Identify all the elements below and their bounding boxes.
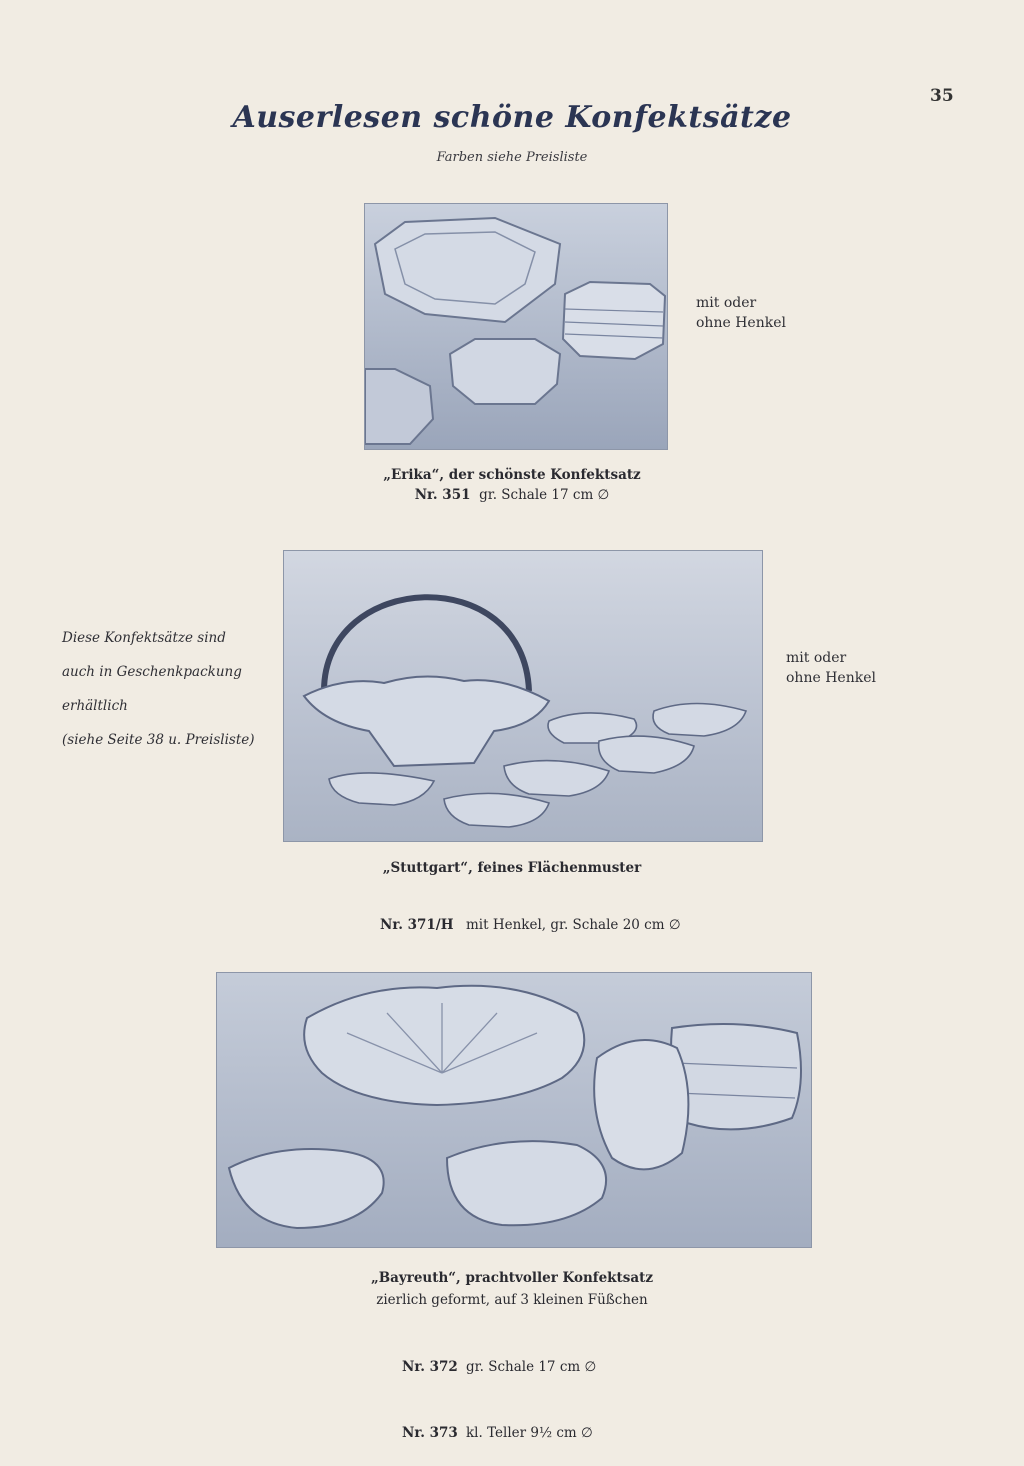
note-line: erhältlich [62, 698, 128, 714]
note-line: (siehe Seite 38 u. Preisliste) [62, 732, 255, 748]
gift-pack-note [62, 621, 255, 757]
side-note-line: ohne Henkel [786, 670, 876, 686]
page-number: 35 [930, 86, 954, 106]
note-line: auch in Geschenkpackung [62, 664, 242, 680]
bayreuth-caption [262, 1268, 762, 1310]
spec-row [380, 916, 681, 936]
spec-nr: Nr. 371/H [380, 917, 454, 933]
erika-spec-line [312, 485, 712, 505]
erika-photo [364, 203, 668, 450]
spec-row [402, 1422, 596, 1444]
bayreuth-photo [216, 972, 812, 1248]
spec-text: kl. Teller 9½ cm ∅ [466, 1425, 593, 1441]
erika-caption [312, 465, 712, 505]
spec-nr: Nr. 373 [402, 1425, 458, 1441]
stuttgart-side-note [786, 648, 876, 688]
spec-nr: Nr. 372 [402, 1359, 458, 1375]
spec-text: gr. Schale 17 cm ∅ [479, 487, 610, 503]
note-line: Diese Konfektsätze sind [62, 630, 226, 646]
spec-row [402, 1356, 596, 1378]
caption-title-text: „Stuttgart“, feines Flächenmuster [382, 860, 642, 876]
page-subtitle: Farben siehe Preisliste [436, 150, 588, 165]
erika-side-note [696, 293, 786, 333]
spec-text: mit Henkel, gr. Schale 20 cm ∅ [466, 917, 681, 933]
spec-text: gr. Schale 17 cm ∅ [466, 1359, 597, 1375]
page-title: Auserlesen schöne Konfektsätze [232, 100, 792, 135]
stuttgart-photo [283, 550, 763, 842]
bayreuth-caption-title: „Bayreuth“, prachtvoller Konfektsatz [370, 1270, 654, 1286]
side-note-line: mit oder [696, 295, 757, 311]
bayreuth-caption-sub: zierlich geformt, auf 3 kleinen Füßchen [376, 1292, 648, 1308]
side-note-line: mit oder [786, 650, 847, 666]
bayreuth-specs [402, 1312, 596, 1466]
spec-nr: Nr. 351 [414, 487, 471, 503]
stuttgart-caption-title [312, 858, 712, 878]
erika-caption-title: „Erika“, der schönste Konfektsatz [383, 467, 641, 483]
side-note-line: ohne Henkel [696, 315, 786, 331]
